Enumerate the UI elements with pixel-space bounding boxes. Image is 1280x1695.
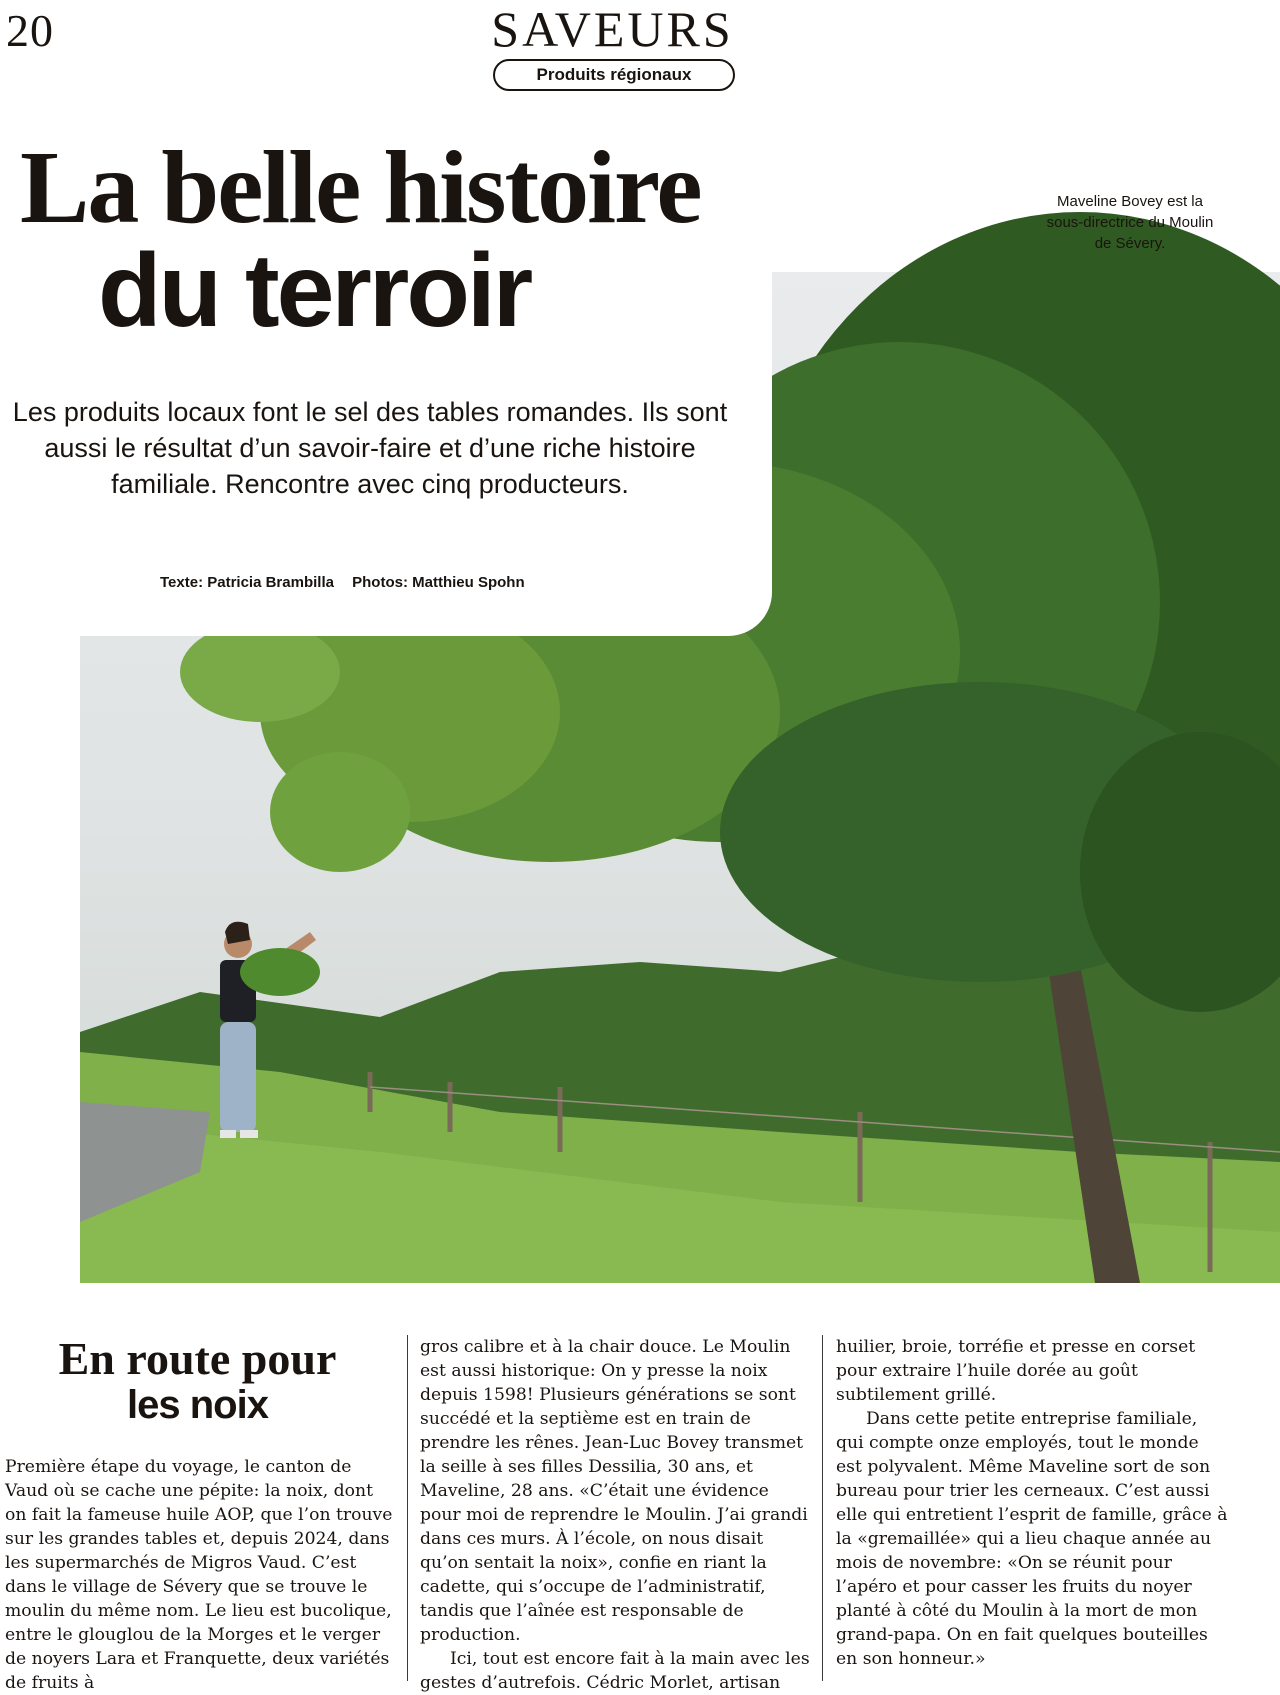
column-divider	[822, 1335, 823, 1681]
article-column-3	[836, 1335, 1228, 1671]
credits	[160, 574, 630, 591]
paragraph: Dans cette petite entreprise familiale, qui compte onze employés, tout le monde est polyvalent. Même Maveline sort de son bureau pour trier les cerneaux. C’est aussi elle qui entretient l’esprit de famille, grâce à la «gremaillée» qui a lieu chaque année au mois de novembre: «On se réunit pour l’apéro et pour casser les fruits du noyer planté à côté du Moulin à la mort de mon grand-papa. On en fait quelques bouteilles en son honneur.»	[836, 1409, 1228, 1669]
section-title-line2: les noix	[127, 1383, 268, 1427]
headline-line2: du terroir	[98, 233, 531, 349]
article-column-1	[5, 1455, 397, 1695]
section-title-line1: En route pour	[58, 1333, 337, 1384]
headline-line1: La belle histoire	[20, 130, 701, 245]
rubric-title: SAVEURS	[491, 1, 734, 57]
paragraph: gros calibre et à la chair douce. Le Moulin est aussi historique: On y presse la noix depuis 1598! Plusieurs générations se sont succédé et la septième est en train de prendre les rênes. Jean-Luc Bovey transmet la seille à ses filles Dessilia, 30 ans, et Maveline, 28 ans. «C’était une évidence pour moi de reprendre le Moulin. J’ai grandi dans ces murs. À l’école, on nous disait qu’on sentait la noix», confie en riant la cadette, qui s’occupe de l’administratif, tandis que l’aînée est responsable de production.	[420, 1337, 808, 1645]
lead-paragraph: Les produits locaux font le sel des tables romandes. Ils sont aussi le résultat d’un savoir-faire et d’une riche histoire familiale. Rencontre avec cinq producteurs.	[12, 397, 728, 499]
column-divider	[407, 1335, 408, 1681]
rubric-tag: Produits régionaux	[493, 59, 735, 91]
article-column-2	[420, 1335, 812, 1695]
paragraph: huilier, broie, torréfie et presse en corset pour extraire l’huile dorée au goût subtilement grillé.	[836, 1337, 1196, 1405]
paragraph: Première étape du voyage, le canton de Vaud où se cache une pépite: la noix, dont on fait la fameuse huile AOP, que l’on trouve sur les grandes tables et, depuis 2024, dans les supermarchés de Migros Vaud. C’est dans le village de Sévery que se trouve le moulin du même nom. Le lieu est bucolique, entre le glouglou de la Morges et le verger de noyers Lara et Franquette, deux variétés de fruits à	[5, 1457, 393, 1693]
text-credit: Texte: Patricia Brambilla	[160, 574, 334, 591]
paragraph: Ici, tout est encore fait à la main avec les gestes d’autrefois. Cédric Morlet, artisan	[420, 1649, 810, 1693]
photo-caption: Maveline Bovey est la sous-directrice du Moulin de Sévery.	[1046, 193, 1214, 252]
page-number: 20	[6, 5, 54, 56]
photo-credit: Photos: Matthieu Spohn	[352, 574, 525, 591]
